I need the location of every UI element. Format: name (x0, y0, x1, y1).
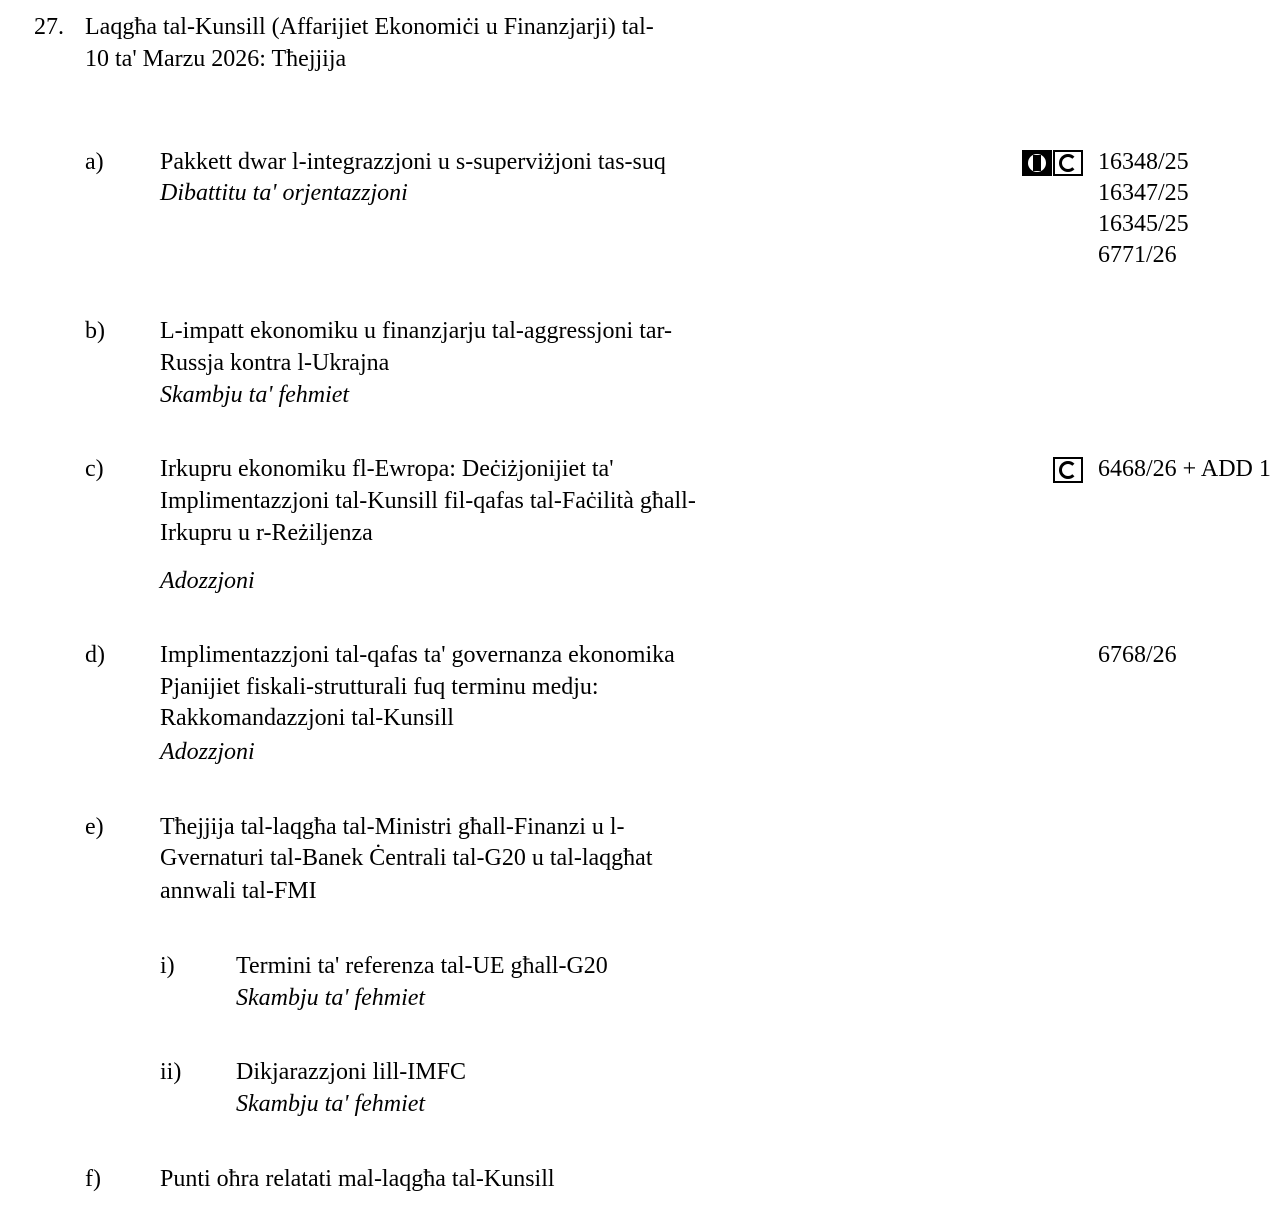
doc-reference: 16348/25 (1098, 149, 1189, 175)
subitem-e-letter: e) (85, 814, 104, 840)
subitem-a-title: Pakkett dwar l-integrazzjoni u s-superviżjoni tas-suq (160, 149, 666, 175)
subitem-d-docs (1098, 640, 1177, 670)
subitem-f-letter: f) (85, 1166, 101, 1192)
subitem-a-action: Dibattitu ta' orjentazzjoni (160, 180, 408, 206)
subitem-d-title-line-1: Implimentazzjoni tal-qafas ta' governanza ekonomika (160, 642, 675, 668)
subitem-c-letter: c) (85, 456, 104, 482)
one-icon (1022, 150, 1052, 176)
subitem-e-title-line-3: annwali tal-FMI (160, 878, 317, 904)
c-icon (1053, 457, 1083, 483)
subitem-c-title-line-1: Irkupru ekonomiku fl-Ewropa: Deċiżjonijiet ta' (160, 456, 614, 482)
subitem-d-title-line-2: Pjanijiet fiskali-strutturali fuq terminu medju: (160, 674, 599, 700)
subitem-e-i-action: Skambju ta' fehmiet (236, 985, 426, 1011)
subitem-c-action: Adozzjoni (160, 568, 255, 594)
subitem-b-title-line-1: L-impatt ekonomiku u finanzjarju tal-aggressjoni tar- (160, 318, 673, 344)
subitem-c-title-line-2: Implimentazzjoni tal-Kunsill fil-qafas tal-Faċilità għall- (160, 488, 696, 514)
item-number: 27. (34, 14, 64, 40)
subitem-e-ii-title: Dikjarazzjoni lill-IMFC (236, 1059, 466, 1085)
subitem-e-title-line-2: Gvernaturi tal-Banek Ċentrali tal-G20 u tal-laqgħat (160, 845, 653, 871)
c-icon (1053, 150, 1083, 176)
doc-reference: 6771/26 (1098, 242, 1177, 268)
subitem-e-title-line-1: Tħejjija tal-laqgħa tal-Ministri għall-Finanzi u l- (160, 814, 625, 840)
subitem-d-letter: d) (85, 642, 105, 668)
subitem-f-title: Punti oħra relatati mal-laqgħa tal-Kunsill (160, 1166, 555, 1192)
subitem-d-title-line-3: Rakkomandazzjoni tal-Kunsill (160, 705, 454, 731)
subitem-e-ii-action: Skambju ta' fehmiet (236, 1091, 426, 1117)
subitem-e-ii-numeral: ii) (160, 1059, 182, 1085)
item-title-line-1: Laqgħa tal-Kunsill (Affarijiet Ekonomiċi u Finanzjarji) tal- (85, 14, 654, 40)
subitem-c-docs (1098, 454, 1271, 484)
doc-reference: 6768/26 (1098, 642, 1177, 668)
subitem-c-title-line-3: Irkupru u r-Reżiljenza (160, 520, 373, 546)
subitem-a-letter: a) (85, 149, 104, 175)
subitem-b-title-line-2: Russja kontra l-Ukrajna (160, 350, 390, 376)
doc-reference: 6468/26 + ADD 1 (1098, 456, 1271, 482)
item-title-line-2: 10 ta' Marzu 2026: Tħejjija (85, 46, 347, 72)
subitem-d-action: Adozzjoni (160, 739, 255, 765)
doc-reference: 16345/25 (1098, 211, 1189, 237)
subitem-a-docs (1098, 147, 1189, 271)
subitem-e-i-numeral: i) (160, 953, 175, 979)
subitem-b-action: Skambju ta' fehmiet (160, 382, 350, 408)
subitem-e-i-title: Termini ta' referenza tal-UE għall-G20 (236, 953, 608, 979)
doc-reference: 16347/25 (1098, 180, 1189, 206)
subitem-b-letter: b) (85, 318, 105, 344)
